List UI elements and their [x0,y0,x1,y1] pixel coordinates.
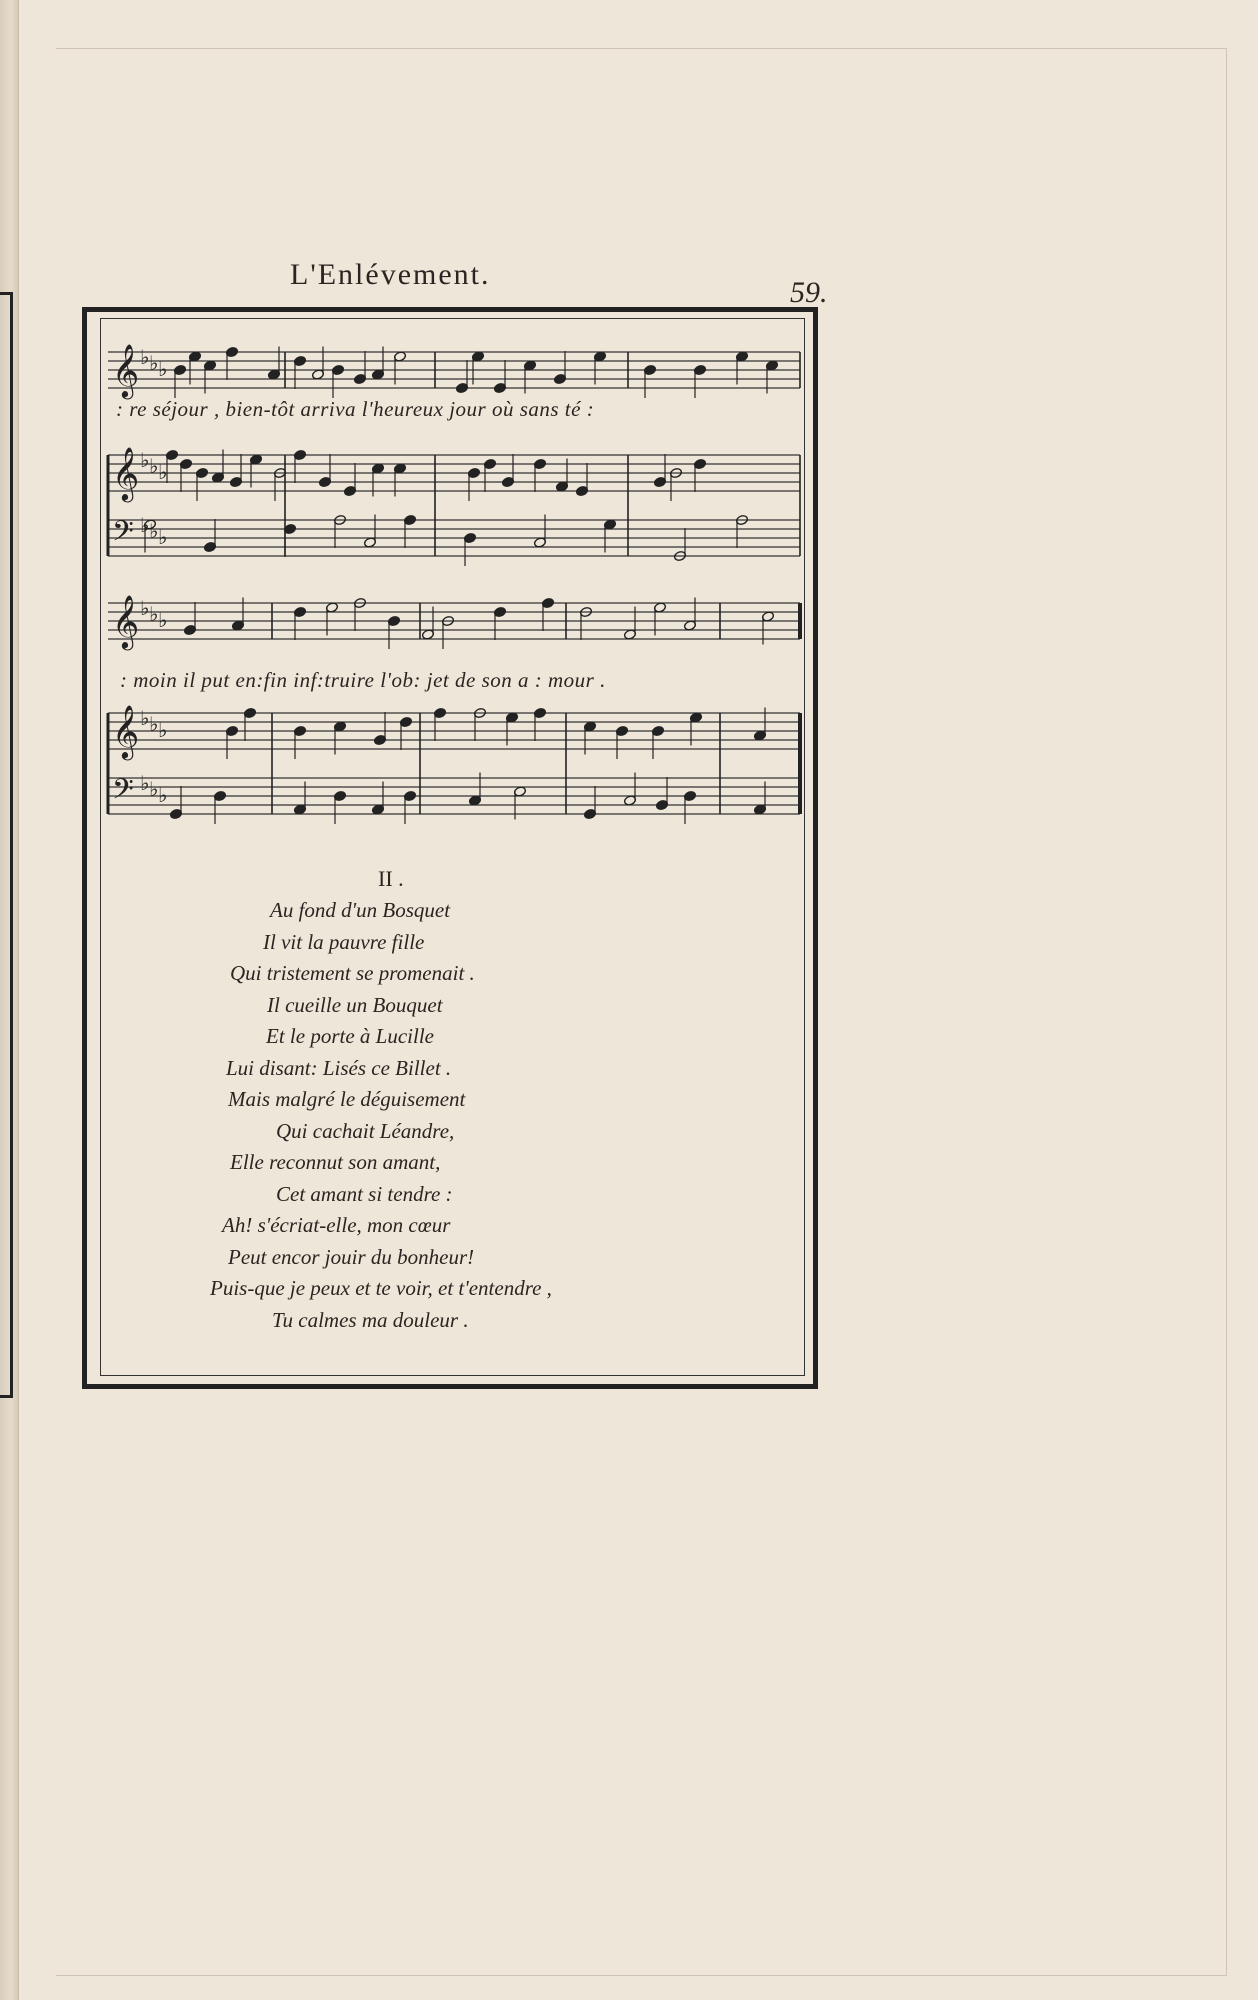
flat-sign: ♭ [158,460,168,484]
verse-line: Elle reconnut son amant, [230,1150,441,1174]
flat-sign: ♭ [158,718,168,742]
treble-clef: 𝄞 [112,343,140,397]
flat-sign: ♭ [140,706,150,730]
page-number: 59. [790,276,828,309]
verse-line: Mais malgré le déguisement [228,1087,466,1111]
verse-line: Qui tristement se promenait . [230,961,475,985]
treble-clef: 𝄞 [112,594,140,648]
verse-line: Ah! s'écriat-elle, mon cœur [222,1213,451,1237]
flat-sign: ♭ [149,351,159,375]
flat-sign: ♭ [140,771,150,795]
flat-sign: ♭ [158,608,168,632]
treble-clef: 𝄞 [112,446,140,500]
flat-sign: ♭ [158,783,168,807]
treble-clef: 𝄞 [112,704,140,758]
running-title: L'Enlévement. [290,258,491,291]
verse-number: II . [378,866,404,891]
flat-sign: ♭ [158,357,168,381]
verse-line: Peut encor jouir du bonheur! [228,1244,475,1269]
verse-line: Puis-que je peux et te voir, et t'entendre , [210,1276,552,1300]
lyrics-line-1: : re séjour , bien-tôt arriva l'heureux jour où sans té : [116,397,595,421]
flat-sign: ♭ [140,513,150,537]
flat-sign: ♭ [149,454,159,478]
flat-sign: ♭ [149,712,159,736]
verse-line: Il vit la pauvre fille [263,929,425,954]
verse-line: Cet amant si tendre : [276,1181,453,1206]
verse-line: Au fond d'un Bosquet [270,898,451,922]
flat-sign: ♭ [140,596,150,620]
lyrics-line-2: : moin il put en:fin inf:truire l'ob: jet de son a : mour . [120,668,606,692]
flat-sign: ♭ [149,777,159,801]
verse-line: Lui disant: Lisés ce Billet . [226,1055,452,1080]
verse-line: Tu calmes ma douleur . [272,1307,469,1332]
flat-sign: ♭ [140,345,150,369]
verse-line: Il cueille un Bouquet [267,992,443,1017]
flat-sign: ♭ [158,525,168,549]
verse-line: Et le porte à Lucille [266,1024,434,1048]
flat-sign: ♭ [149,602,159,626]
bass-clef: 𝄢 [112,773,134,813]
verse-line: Qui cachait Léandre, [276,1118,455,1143]
flat-sign: ♭ [140,448,150,472]
bass-clef: 𝄢 [112,515,134,555]
flat-sign: ♭ [149,519,159,543]
